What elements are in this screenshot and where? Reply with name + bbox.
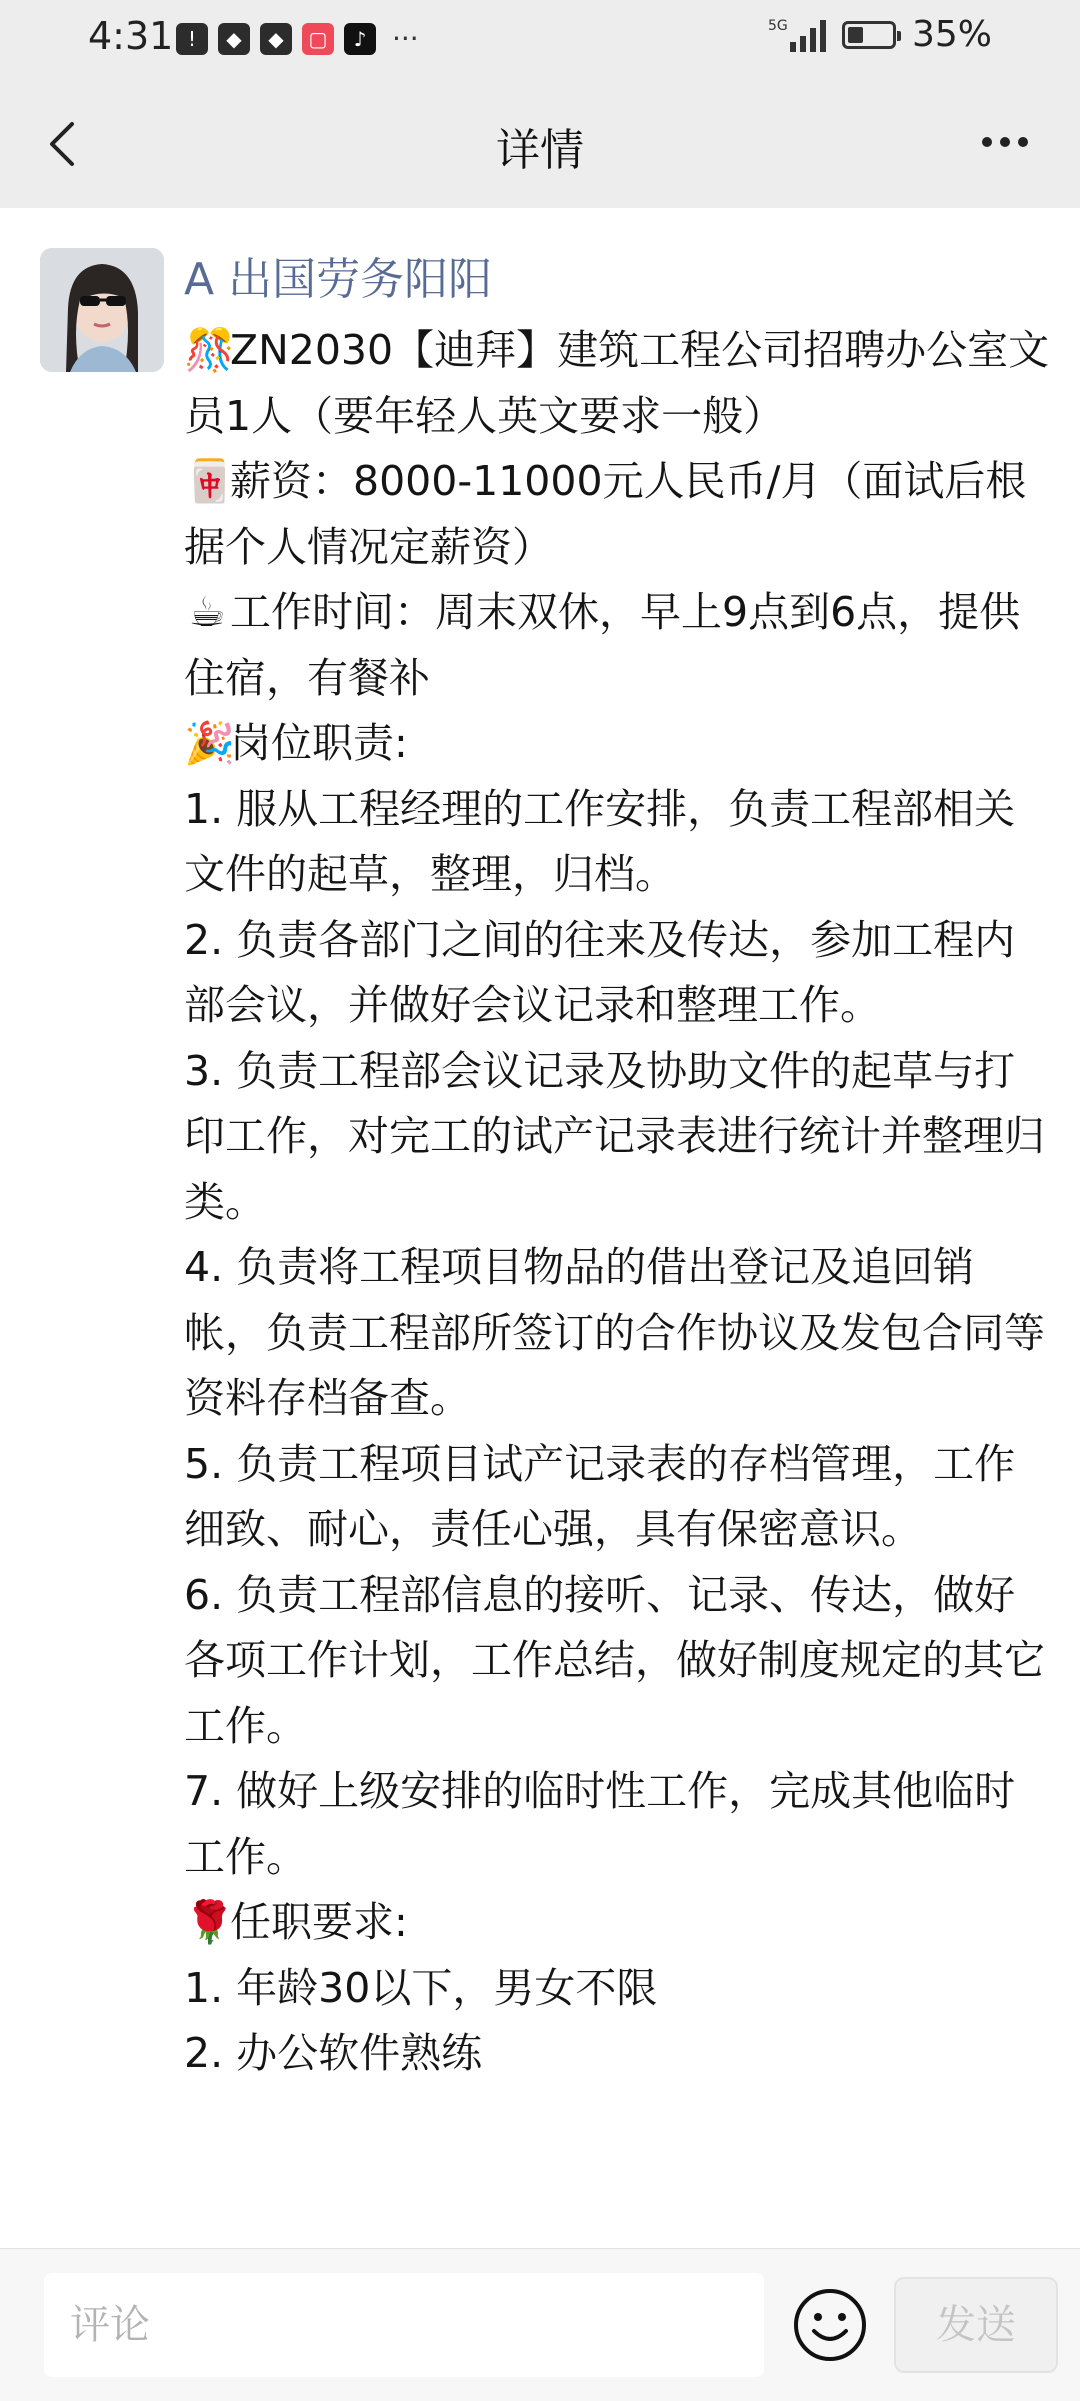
- fireworks-icon: 🎊: [184, 326, 236, 374]
- network-type: 5G: [767, 17, 788, 34]
- comment-bar: [0, 2248, 1080, 2401]
- post-line: 2. 负责各部门之间的往来及传达，参加工程内部会议，并做好会议记录和整理工作。: [184, 915, 1016, 1029]
- smiley-face-icon[interactable]: [790, 2285, 870, 2365]
- alert-icon: !: [176, 23, 208, 55]
- app-icon: ◆: [218, 23, 250, 55]
- post-line: ☕ 工作时间：周末双休，早上9点到6点，提供住宿，有餐补: [184, 580, 1054, 711]
- post-line: 4. 负责将工程项目物品的借出登记及追回销帐，负责工程部所签订的合作协议及发包合同等资料存档备查。: [184, 1243, 1045, 1422]
- send-button[interactable]: 发送: [894, 2277, 1058, 2373]
- notification-icons: [176, 22, 419, 55]
- app-icon: ◆: [260, 23, 292, 55]
- page-title: 详情: [496, 125, 584, 176]
- coffee-icon: ☕: [188, 588, 226, 636]
- red-app-icon: ▢: [302, 23, 334, 55]
- post-line: 🎊ZN2030【迪拜】建筑工程公司招聘办公室文员1人（要年轻人英文要求一般）: [184, 318, 1054, 449]
- battery-percent: 35%: [911, 14, 992, 55]
- status-time: 4:31: [88, 14, 174, 58]
- avatar[interactable]: [40, 248, 164, 372]
- post-line: 1. 服从工程经理的工作安排，负责工程部相关文件的起草，整理，归档。: [184, 784, 1016, 898]
- battery-icon: [842, 21, 896, 49]
- mahjong-icon: 🀄: [184, 457, 236, 505]
- post-content: [184, 318, 1054, 2248]
- post-line: 3. 负责工程部会议记录及协助文件的起草与打印工作，对完工的试产记录表进行统计并整理归类。: [184, 1046, 1045, 1226]
- signal-icon: [767, 17, 826, 52]
- author-name[interactable]: A 出国劳务阳阳: [184, 254, 493, 305]
- party-popper-icon: 🎉: [184, 719, 236, 767]
- more-notifications-icon: ···: [392, 22, 419, 55]
- nav-bar: [0, 80, 1080, 208]
- post-line: 2. 办公软件熟练: [184, 2029, 483, 2077]
- comment-input[interactable]: 评论: [44, 2273, 764, 2377]
- status-bar: [0, 0, 1080, 80]
- post-line: 🀄薪资：8000-11000元人民币/月（面试后根据个人情况定薪资）: [184, 449, 1054, 580]
- tiktok-icon: ♪: [344, 23, 376, 55]
- status-right: [767, 14, 992, 55]
- more-dots-icon[interactable]: [970, 122, 1040, 162]
- post-line: 🌹任职要求:: [184, 1890, 1054, 1956]
- rose-icon: 🌹: [184, 1898, 236, 1946]
- post-line: 🎉岗位职责:: [184, 711, 1054, 777]
- post-line: 5. 负责工程项目试产记录表的存档管理，工作细致、耐心，责任心强，具有保密意识。: [184, 1439, 1016, 1553]
- post-line: 6. 负责工程部信息的接听、记录、传达，做好各项工作计划，工作总结，做好制度规定的其它工作。: [184, 1570, 1045, 1750]
- post-line: 1. 年龄30以下，男女不限: [184, 1963, 658, 2012]
- post-line: 7. 做好上级安排的临时性工作，完成其他临时工作。: [184, 1767, 1016, 1881]
